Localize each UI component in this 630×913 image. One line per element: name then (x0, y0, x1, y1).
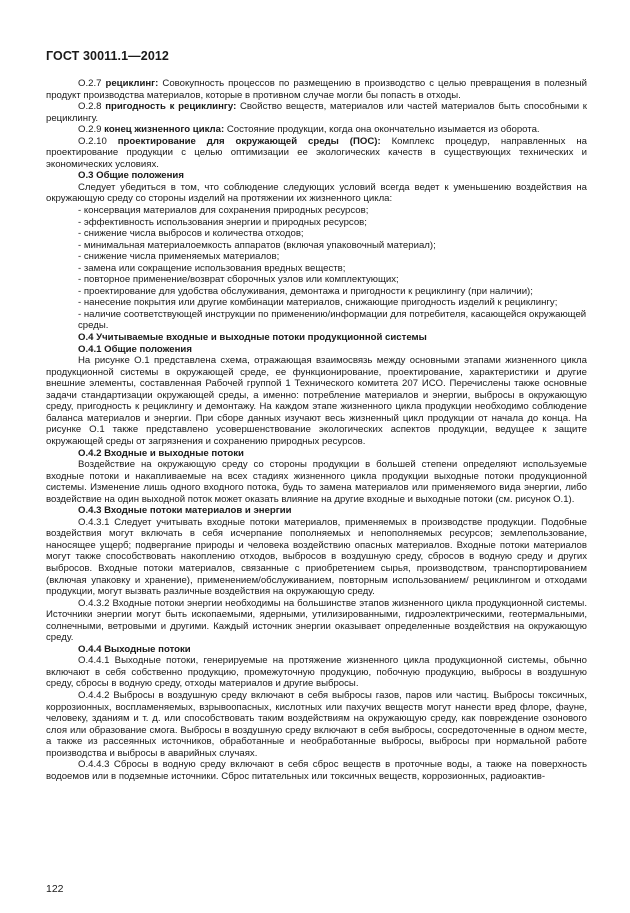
term-number: O.2.10 (78, 135, 107, 147)
term-text: Комплекс процедур, направленных на проектирование продукции с целью оптимизации ее экологических качеств в существующих технических и экономических условиях. (46, 135, 588, 170)
term-name: пригодность к рециклингу: (105, 101, 237, 113)
term-definition (46, 101, 587, 124)
paragraph: O.4.3.1 Следует учитывать входные потоки материалов, применяемых в производстве продукции. Подобные воздействия могут включать в себя исчерпание пополняемых и непополняемых ресурсов; землепользование, наносящее ущерб; подвергание природы и человека воздействию опасных материалов. Входные потоки материалов могут также способствовать накоплению отходов, выбросов в воздушную среду, сбросов в водную среду и других выбросов. Входные потоки материалов, связанные с приобретением сырья, производством, транспортированием (включая упаковку и хранение), применением/обслуживанием, повторным использованием/ рециклингом и отходами продукции, могут вызвать различные воздействия на окружающую среду. (46, 516, 587, 598)
section-heading: O.4.2 Входные и выходные потоки (78, 447, 244, 459)
section-heading: O.4.3 Входные потоки материалов и энергии (78, 505, 292, 517)
term-definition (46, 136, 587, 171)
list-item: - замена или сокращение использования вредных веществ; (78, 262, 346, 274)
list-item: - повторное применение/возврат сборочных узлов или комплектующих; (78, 274, 399, 286)
document-header: ГОСТ 30011.1—2012 (46, 49, 169, 63)
paragraph: O.4.4.1 Выходные потоки, генерируемые на протяжение жизненного цикла продукционной системы, обычно включают в себя собственно продукцию, промежуточную продукцию, побочную продукцию, выбросы в воздушную среду, сбросы в водную среду, отходы материалов и другие выбросы. (46, 655, 587, 690)
section-heading: O.4 Учитываемые входные и выходные потоки продукционной системы (78, 332, 427, 344)
paragraph: Воздействие на окружающую среду со стороны продукции в большей степени определяют используемые входные потоки и накапливаемые на всех стадиях жизненного цикла продукции выходные потоки продукционной системы. Изменение лишь одного входного потока, будь то замена материалов или применяемого вида энергии, либо воздействие на один выходной поток может оказать влияние на другие входные и выходные потоки (см. рисунок O.1). (46, 459, 587, 505)
paragraph: O.4.3.2 Входные потоки энергии необходимы на большинстве этапов жизненного цикла продукционной системы. Источники энергии могут быть ископаемыми, ядерными, утилизированными, гидроэлектрическими, геотермальными, солнечными, ветровыми и другими. Каждый источник энергии оказывает определенные воздействия на окружающую среду. (46, 597, 587, 644)
term-definition (46, 78, 587, 101)
list-item: - эффективность использования энергии и природных ресурсов; (78, 216, 367, 228)
term-text: Свойство веществ, материалов или частей материалов быть способными к рециклингу. (46, 101, 587, 124)
list-item: - снижение числа применяемых материалов; (78, 251, 280, 263)
term-text: Совокупность процессов по размещению в производство с целью превращения в полезный продукт производства материалов, которые в противном случае могли бы попасть в отходы. (46, 78, 587, 101)
term-definition (46, 124, 587, 136)
document-body (46, 78, 587, 782)
paragraph: O.4.4.3 Сбросы в водную среду включают в себя сброс веществ в проточные воды, а также на поверхность водоемов или в подземные источники. Сброс питательных или токсичных веществ, коррозионных, радиоактив- (46, 759, 587, 782)
page-number: 122 (46, 883, 64, 895)
section-heading: O.4.4 Выходные потоки (78, 643, 191, 655)
list-item: - нанесение покрытия или другие комбинации материалов, снижающие пригодность изделий к рециклингу; (78, 297, 558, 309)
list-item: - снижение числа выбросов и количества отходов; (78, 228, 304, 240)
list-item: - наличие соответствующей инструкции по применению/информации для потребителя, касающейся окружающей среды. (78, 308, 587, 332)
section-heading: O.4.1 Общие положения (78, 343, 192, 355)
paragraph: O.4.4.2 Выбросы в воздушную среду включают в себя выбросы газов, паров или частиц. Выбросы токсичных, коррозионных, воспламеняемых, взрывоопасных, кислотных или пахучих веществ могут нанести вред флоре, фауне, человеку, зданиям и т. д. или способствовать таким воздействиям на окружающую среду, как повреждение озонового слоя или образование смога. Выбросы в воздушную среду включают в себя выбросы, сосредоточенные в одном месте, а также из рассеянных источников, обработанные и необработанные выбросы, выбросы при нормальной работе производства и выбросы в аварийных случаях. (46, 689, 587, 759)
list-item: - проектирование для удобства обслуживания, демонтажа и пригодности к рециклингу (при наличии); (78, 285, 533, 297)
paragraph: На рисунке O.1 представлена схема, отражающая взаимосвязь между основными этапами жизненного цикла продукционной системы в окружающей среде, ее функционирование, проектирование, характеристики и другие внешние элементы, составленная Рабочей группой 1 Технического комитета 207 ИСО. Перечислены также основные задачи стандартизации окружающей среды, а именно: потребление материалов и энергии, выбросы в окружающую среду, пригодность к рециклингу и демонтажу. На каждом этапе жизненного цикла продукции необходимо соблюдение баланса материалов и энергии. При сборе данных изучают весь жизненный цикл продукции от начала до конца. На рисунке O.1 также представлено усовершенствование экологических аспектов продукции, ведущее к защите окружающей среды от загрязнения и сохранению природных ресурсов. (46, 355, 587, 447)
term-name: конец жизненного цикла: (104, 124, 225, 136)
term-number: O.2.7 (78, 78, 102, 89)
term-number: O.2.8 (78, 101, 102, 113)
paragraph: Следует убедиться в том, что соблюдение следующих условий всегда ведет к уменьшению воздействия на окружающую среду со стороны изделий на протяжении их жизненного цикла: (46, 181, 587, 205)
list-item: - консервация материалов для сохранения природных ресурсов; (78, 205, 369, 217)
term-number: O.2.9 (78, 124, 102, 136)
term-name: рециклинг: (105, 78, 159, 89)
section-heading: O.3 Общие положения (78, 170, 184, 182)
term-text: Состояние продукции, когда она окончательно изымается из оборота. (226, 124, 540, 136)
term-name: проектирование для окружающей среды (ПОС): (117, 135, 381, 147)
list-item: - минимальная материалоемкость аппаратов (включая упаковочный материал); (78, 239, 436, 251)
